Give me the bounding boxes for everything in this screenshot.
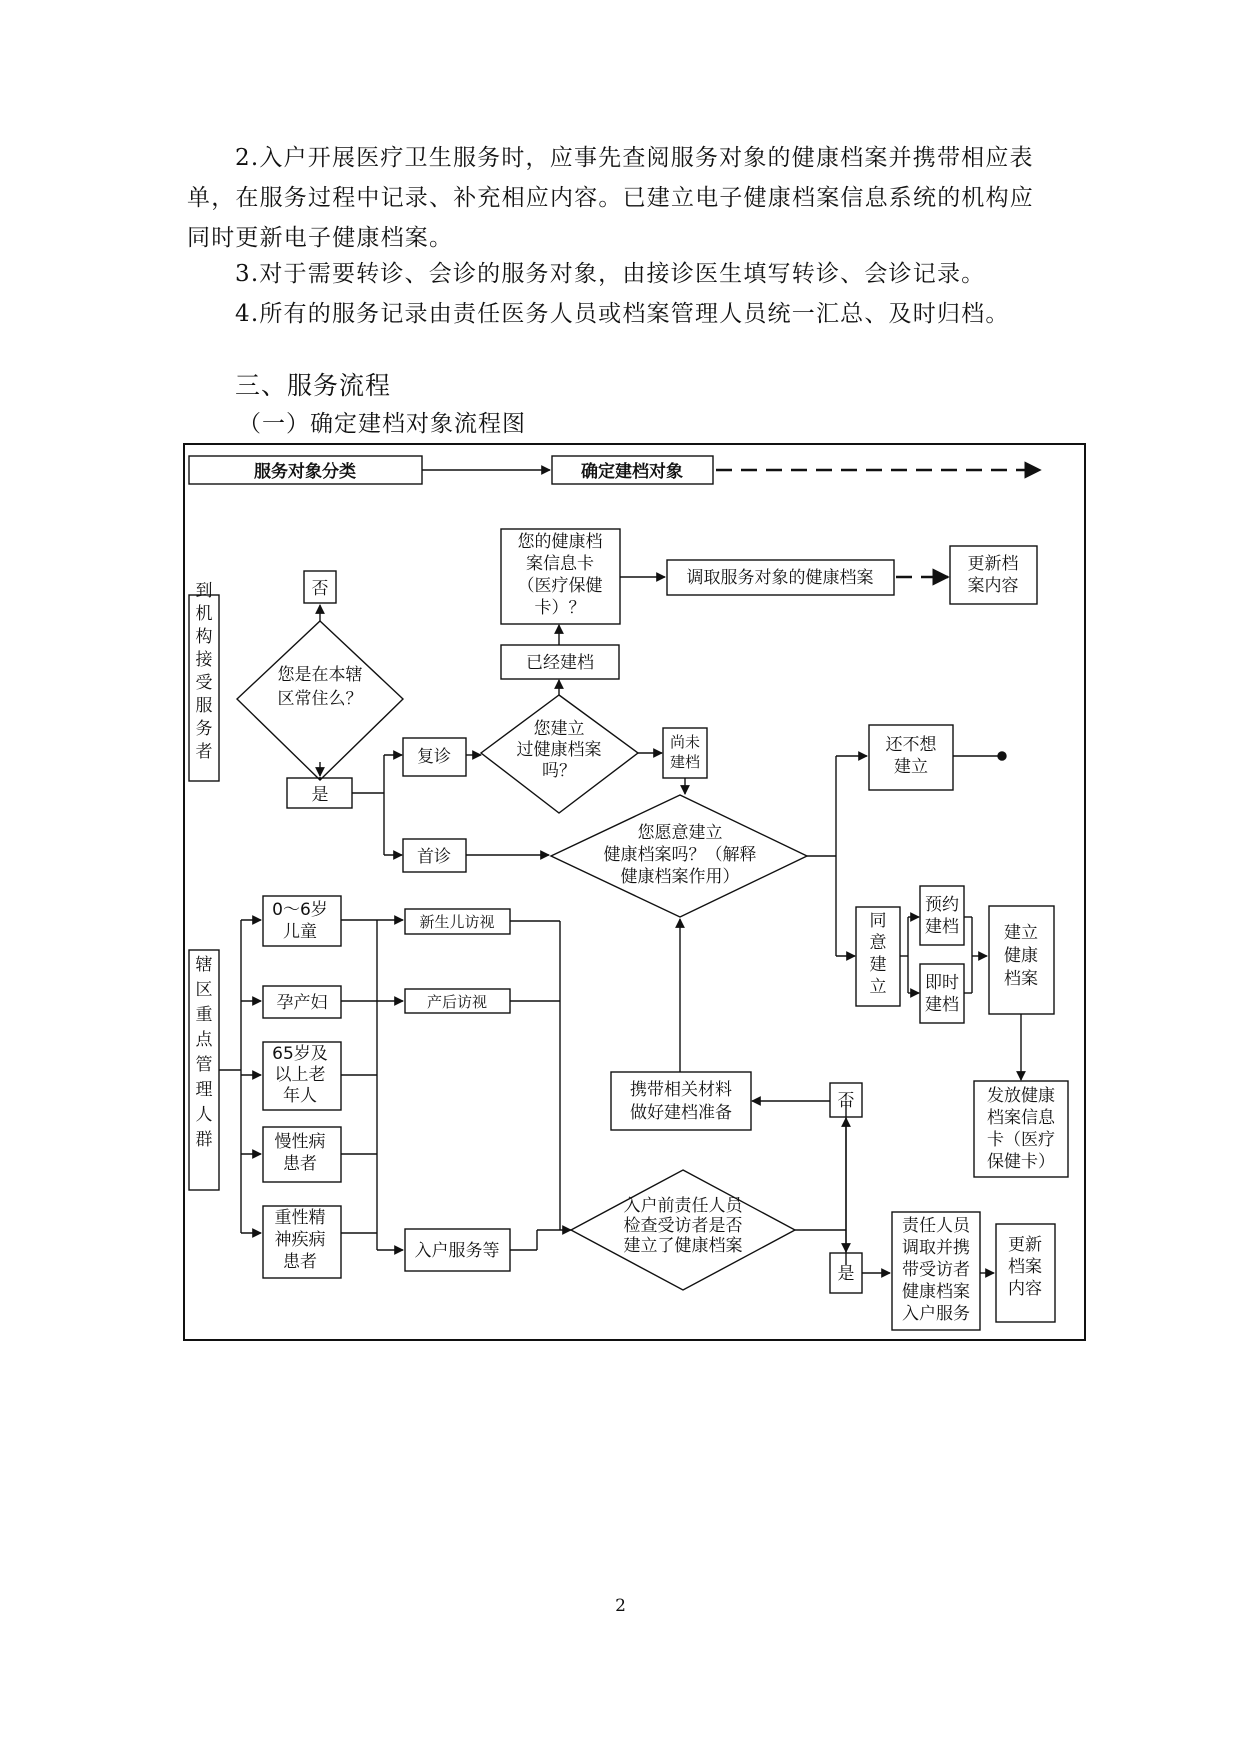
built-q-text: 您建立过健康档案吗？ [516,719,602,781]
end-dot [998,752,1006,760]
update-top-text: 更新档案内容 [967,554,1019,596]
willing-q-text: 您愿意建立健康档案吗？（解释健康档案作用） [603,823,757,887]
arrive-text: 到机构接受服务者 [195,581,213,762]
not-want-text: 还不想建立 [885,735,937,777]
not-yet-text: 尚未建档 [669,733,701,771]
already-built-text: 已经建档 [526,653,594,673]
resident-q-text: 您是在本辖区常住么？ [277,665,363,709]
agree-text: 同意建立 [869,911,887,997]
header-right-text: 确定建档对象 [581,462,683,482]
sub-heading: （一）确定建档对象流程图 [238,411,526,437]
no-bottom-text: 否 [837,1091,855,1111]
staff-retrieve-text: 责任人员调取并携带受访者健康档案入户服务 [902,1216,970,1324]
postpartum-visit-text: 产后访视 [426,993,488,1011]
yes-left-text: 是 [311,785,329,805]
paragraph-3: 3.对于需要转诊、会诊的服务对象，由接诊医生填写转诊、会诊记录。 [235,261,986,287]
issue-card-text: 发放健康档案信息卡（医疗保健卡） [987,1086,1055,1172]
header-left-text: 服务对象分类 [254,462,356,482]
first-visit-text: 首诊 [417,847,451,867]
page-number: 2 [615,1596,626,1616]
yes-bottom-text: 是 [837,1264,855,1284]
revisit-text: 复诊 [417,747,451,767]
newborn-visit-text: 新生儿访视 [419,913,495,931]
section-heading: 三、服务流程 [235,371,392,400]
instant-text: 即时建档 [925,973,959,1015]
retrieve-text: 调取服务对象的健康档案 [686,568,874,588]
appoint-text: 预约建档 [925,895,959,937]
pregnant-text: 孕产妇 [276,993,328,1013]
establish-text: 建立健康档案 [1004,923,1038,989]
chronic-text: 慢性病患者 [274,1132,326,1174]
elderly-text: 65岁及以上老年人 [272,1044,328,1106]
mental-text: 重性精神疾病患者 [274,1208,326,1272]
card-q-text: 您的健康档案信息卡（医疗保健卡）？ [517,532,603,618]
paragraph-4: 4.所有的服务记录由责任医务人员或档案管理人员统一汇总、及时归档。 [235,301,1010,327]
key-groups-text: 辖区重点管理人群 [195,955,213,1150]
children-text: 0～6岁儿童 [272,900,328,942]
home-service-text: 入户服务等 [414,1241,500,1261]
carry-materials-text: 携带相关材料做好建档准备 [630,1080,732,1123]
check-q-text: 入户前责任人员检查受访者是否建立了健康档案 [623,1196,743,1256]
update-bottom-text: 更新档案内容 [1008,1235,1042,1299]
no-top-text: 否 [311,579,329,599]
paragraph-2: 2.入户开展医疗卫生服务时，应事先查阅服务对象的健康档案并携带相应表单，在服务过程中记录、补充相应内容。已建立电子健康档案信息系统的机构应同时更新电子健康档案。 [187,145,1034,251]
